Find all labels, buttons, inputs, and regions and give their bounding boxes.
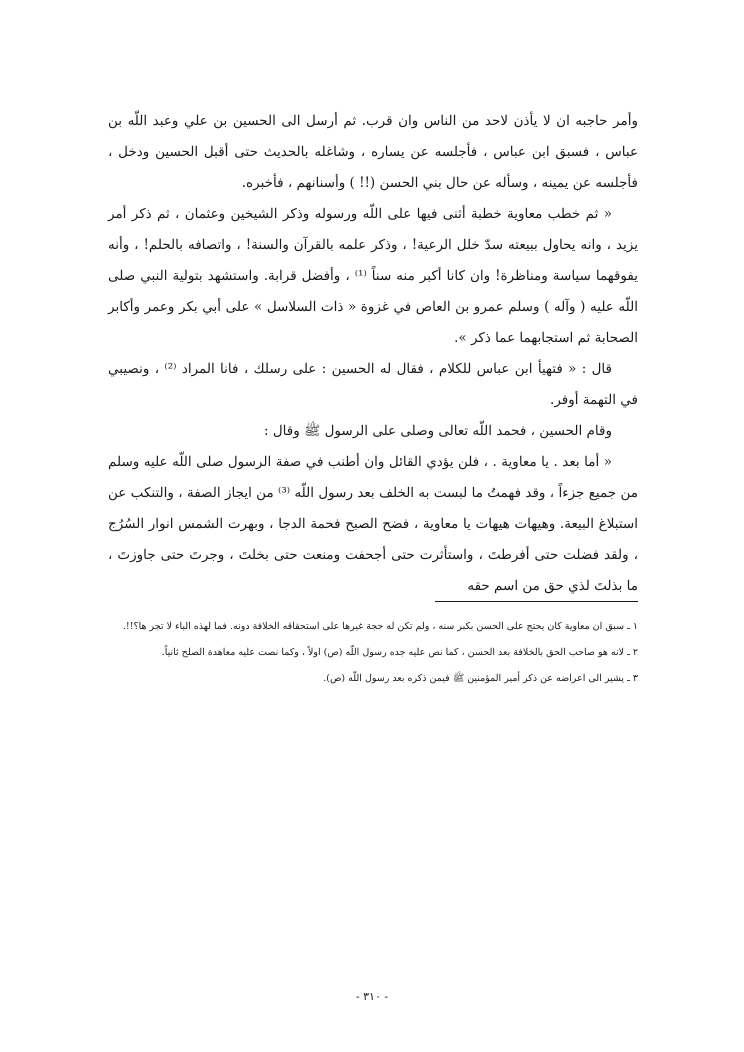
paragraph-1: وأمر حاجبه ان لا يأذن لاحد من الناس وان قرب. ثم أرسل الى الحسين بن علي وعبد اللّه بن عباس ، فسبق ابن عباس ، فأجلسه عن يساره ، وشاغله بالحديث حتى أقبل الحسين ودخل ، فأجلسه عن يمينه ، وسأله عن حال بني الحسن (!! ) وأسنانهم ، فأخبره.: [108, 113, 638, 191]
footnote-3: ٣ ـ يشير الى اعراضه عن ذكر أمير المؤمنين ﷺ فيمن ذكره بعد رسول اللّه (ص).: [323, 673, 638, 684]
footnote-2: ٢ ـ لانه هو صاحب الحق بالخلافة بعد الحسن ، كما نص عليه جده رسول اللّه (ص) اولاً ، وكما نصت عليه معاهدة الصلح ثانياً.: [161, 647, 638, 658]
paragraph-4: وقام الحسين ، فحمد اللّه تعالى وصلى على الرسول ﷺ وقال :: [264, 423, 612, 439]
paragraph-2: « ثم خطب معاوية خطبة أثنى فيها على اللّه ورسوله وذكر الشيخين وعثمان ، ثم ذكر أمر يزيد ، وانه يحاول ببيعته سدّ خلل الرعية! ، وذكر علمه بالقرآن والسنة! ، واتصافه بالحلم! ، وأنه يفوقهما سياسة ومناظرة! وان كانا أكبر منه سناً ⁽¹⁾ ، وأفضل قرابة. واستشهد بتولية النبي صلى اللّه عليه ( وآله ) وسلم عمرو بن العاص في غزوة « ذات السلاسل » على أبي بكر وعمر وأكابر الصحابة ثم استجابهما عما ذكر ».: [108, 206, 638, 346]
page-number: - ٣١٠ -: [355, 990, 389, 1003]
footnote-divider: [435, 601, 638, 602]
main-text: [108, 106, 638, 602]
paragraph-3: قال : « فتهيأ ابن عباس للكلام ، فقال له الحسين : على رسلك ، فانا المراد ⁽²⁾ ، ونصيبي في التهمة أوفر.: [108, 361, 638, 408]
paragraph-5: « أما بعد . يا معاوية . ، فلن يؤدي القائل وان أطنب في صفة الرسول صلى اللّه عليه وسلم من جميع جزءاً ، وقد فهمتُ ما لبست به الخلف بعد رسول اللّه ⁽³⁾ من ايجاز الصفة ، والتنكب عن استبلاغ البيعة. وهيهات هيهات يا معاوية ، فضح الصبح فحمة الدجا ، وبهرت الشمس انوار السُرُج ، ولقد فضلت حتى أفرطتَ ، واستأثرت حتى أجحفت ومنعت حتى بخلتَ ، وجرتَ حتى جاوزتَ ، ما بذلتَ لذي حق من اسم حقه: [108, 454, 639, 594]
footnote-1: ١ ـ سبق ان معاوية كان يحتج على الحسن بكبر سنه ، ولم تكن له حجة غيرها على استحقاقه الخلافة دونه. فما لهذه الباء لا تجر ها؟!!.: [122, 621, 638, 632]
footnotes: [108, 614, 638, 692]
